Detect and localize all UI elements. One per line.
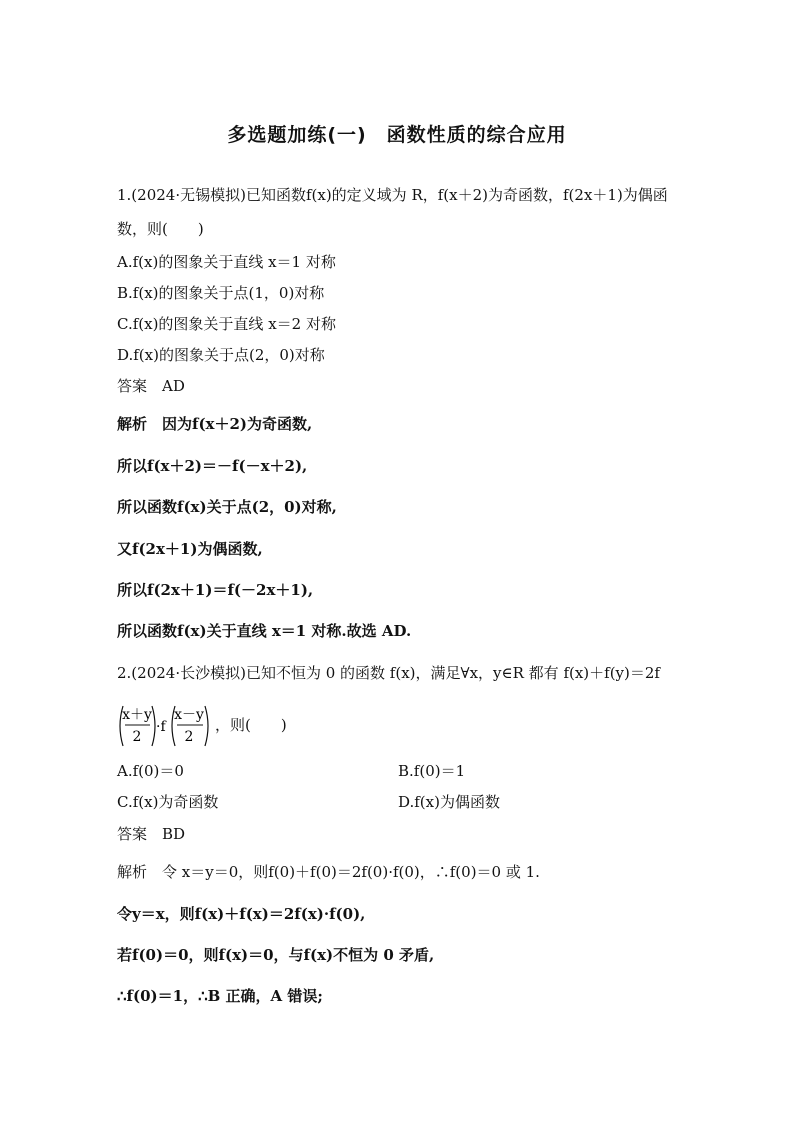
page-title: 多选题加练(一) 函数性质的综合应用 <box>227 124 567 146</box>
fraction-1-numerator: x＋y <box>122 707 152 723</box>
q1-answer: 答案 AD <box>117 377 185 395</box>
q2-stem-tail: ，则( ) <box>215 716 287 734</box>
q1-analysis-line: 所以f(2x＋1)＝f(－2x＋1), <box>117 581 314 599</box>
q2-option-a: A.f(0)＝0 <box>117 762 184 780</box>
fraction-1-denominator: 2 <box>132 729 142 745</box>
q1-analysis-line: 所以函数f(x)关于点(2，0)对称, <box>117 498 337 516</box>
q1-stem-line2: 数，则( ) <box>117 220 204 238</box>
q1-option-a: A.f(x)的图象关于直线 x＝1 对称 <box>117 253 336 271</box>
q2-analysis-line: 解析 令 x＝y＝0，则f(0)＋f(0)＝2f(0)·f(0)，∴f(0)＝0 或 1. <box>117 863 540 881</box>
q2-answer: 答案 BD <box>117 825 186 843</box>
q1-analysis-line: 所以函数f(x)关于直线 x＝1 对称.故选 AD. <box>117 622 412 640</box>
q2-stem-line1: 2.(2024·长沙模拟)已知不恒为 0 的函数 f(x)，满足∀x，y∈R 都有 f(x)＋f(y)＝2f <box>117 664 660 682</box>
q2-option-d: D.f(x)为偶函数 <box>398 793 500 811</box>
q2-analysis-line: ∴f(0)＝1，∴B 正确，A 错误; <box>117 987 323 1005</box>
q1-option-c: C.f(x)的图象关于直线 x＝2 对称 <box>117 315 336 333</box>
q1-option-b: B.f(x)的图象关于点(1，0)对称 <box>117 284 325 302</box>
q2-analysis-line: 若f(0)＝0，则f(x)＝0，与f(x)不恒为 0 矛盾, <box>117 946 435 964</box>
q2-option-b: B.f(0)＝1 <box>398 762 466 780</box>
dot-f: ·f <box>156 719 166 735</box>
q1-analysis-line: 解析 因为f(x＋2)为奇函数, <box>117 415 313 433</box>
q1-option-d: D.f(x)的图象关于点(2，0)对称 <box>117 346 325 364</box>
q2-option-c: C.f(x)为奇函数 <box>117 793 219 811</box>
q1-stem-line1: 1.(2024·无锡模拟)已知函数f(x)的定义域为 R，f(x＋2)为奇函数，f(2x＋1)为偶函 <box>117 186 668 204</box>
q1-analysis-line: 所以f(x＋2)＝－f(－x＋2), <box>117 457 308 475</box>
q1-analysis-line: 又f(2x＋1)为偶函数, <box>117 540 263 558</box>
fraction-2-numerator: x－y <box>174 707 204 723</box>
q2-analysis-line: 令y＝x，则f(x)＋f(x)＝2f(x)·f(0), <box>117 905 366 923</box>
fraction-2-denominator: 2 <box>184 729 194 745</box>
